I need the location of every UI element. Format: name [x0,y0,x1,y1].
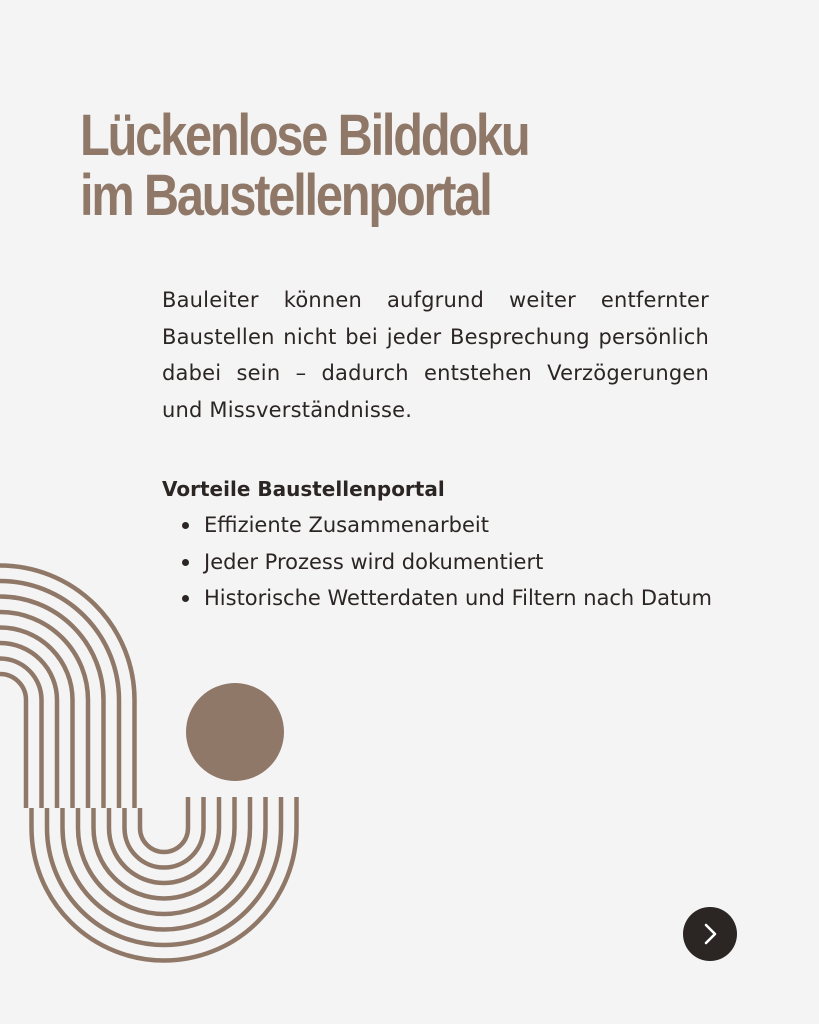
intro-text: Bauleiter können aufgrund weiter entfernter Baustellen nicht bei jeder Besprechung persönlich dabei sein – dadurch entstehen Verzögerungen und Missverständnisse. [162,288,709,422]
arch-line [140,797,188,852]
chevron-right-icon [699,921,721,947]
arch-line [0,612,88,808]
page-title [80,103,529,228]
advantage-text: Jeder Prozess wird dokumentiert [204,549,544,574]
title-line-2: im Baustellenportal [80,163,491,228]
advantage-item [162,507,722,544]
arch-line [63,797,266,929]
advantage-text: Historische Wetterdaten und Filtern nach Datum [204,586,712,610]
arch-line [109,797,219,883]
arch-line [0,659,42,809]
arch-line [0,566,135,809]
advantages-heading: Vorteile Baustellenportal [162,477,445,501]
bullet-icon [182,522,189,529]
arch-line [78,797,250,914]
arch-line [0,628,73,809]
bullet-icon [182,595,189,602]
arch-line [0,643,57,808]
arch-lines [0,566,297,961]
arch-line [0,597,104,809]
advantage-item [162,544,722,581]
arch-line [94,797,235,898]
arch-line [47,797,281,945]
advantages-list [162,507,722,617]
bullet-icon [182,559,189,566]
advantage-text: Effiziente Zusammenarbeit [204,513,489,537]
title-line-1: Lückenlose Bilddoku [80,103,529,168]
arch-line [0,581,119,808]
advantage-item [162,580,722,617]
arch-line [32,797,297,961]
next-button[interactable] [683,907,737,961]
arch-line [0,674,26,808]
arch-line [125,797,204,868]
decorative-circle [186,683,284,781]
